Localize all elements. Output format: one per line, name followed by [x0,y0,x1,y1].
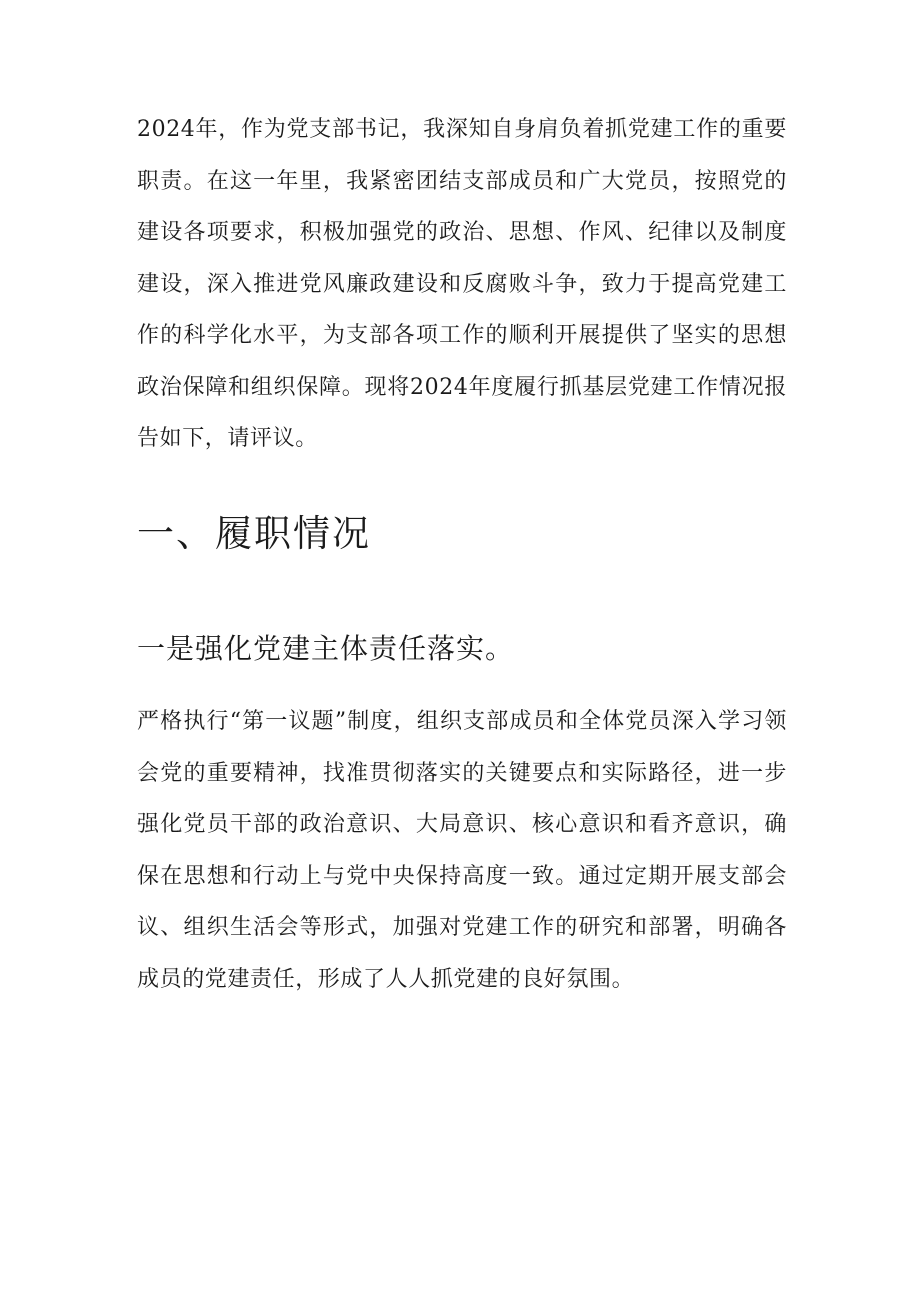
subsection-heading: 一是强化党建主体责任落实。 [137,632,515,665]
body-paragraph: 严格执行“第一议题”制度，组织支部成员和全体党员深入学习领会党的重要精神，找准贯彻落实的关键要点和实际路径，进一步强化党员干部的政治意识、大局意识、核心意识和看齐意识，确保在思想和行动上与党中央保持高度一致。通过定期开展支部会议、组织生活会等形式，加强对党建工作的研究和部署，明确各成员的党建责任，形成了人人抓党建的良好氛围。 [137,709,787,992]
intro-paragraph: 2024年，作为党支部书记，我深知自身肩负着抓党建工作的重要职责。在这一年里，我紧密团结支部成员和广大党员，按照党的建设各项要求，积极加强党的政治、思想、作风、纪律以及制度建设，深入推进党风廉政建设和反腐败斗争，致力于提高党建工作的科学化水平，为支部各项工作的顺利开展提供了坚实的思想政治保障和组织保障。现将2024年度履行抓基层党建工作情况报告如下，请评议。 [137,117,787,451]
section-heading: 一、履职情况 [137,512,371,555]
